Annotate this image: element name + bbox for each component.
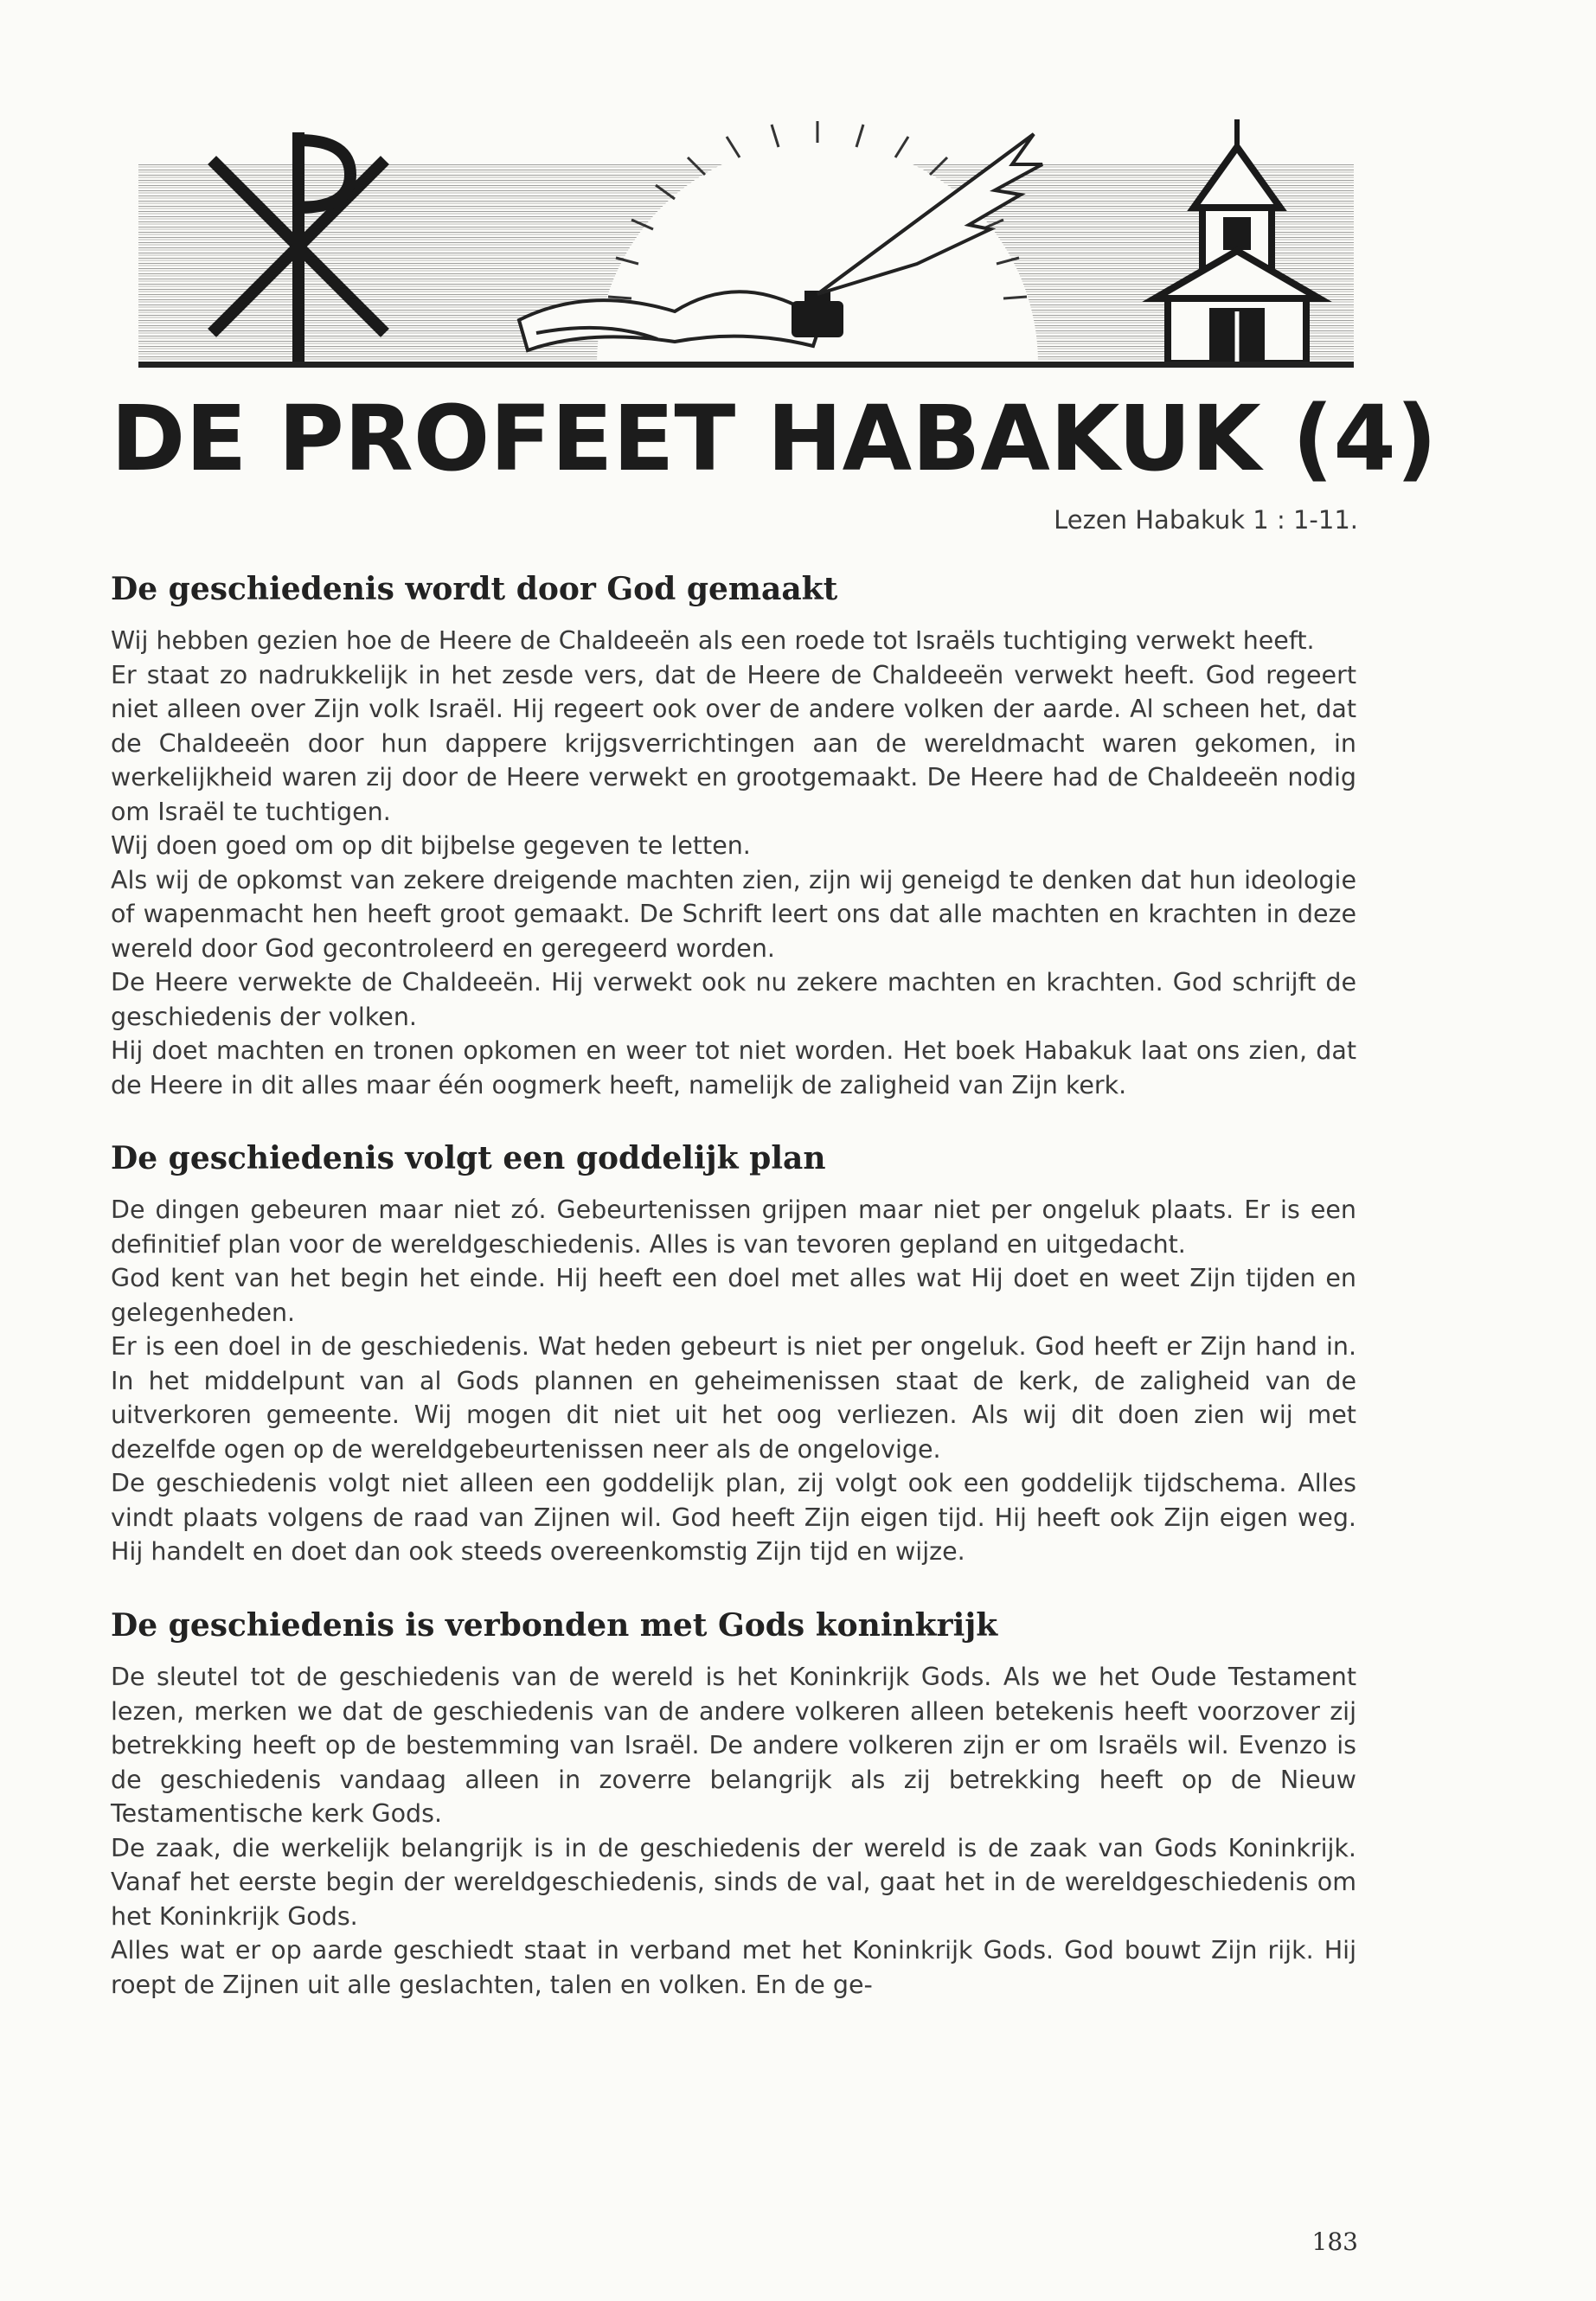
paragraph: Er is een doel in de geschiedenis. Wat heden gebeurt is niet per ongeluk. God heeft er Zijn hand in. In het middelpunt van al Gods plannen en geheimenissen staat de kerk, de zaligheid van de uitverkoren gemeente. Wij mogen dit niet uit het oog verliezen. Als wij dit doen zien wij met dezelfde ogen op de wereldgebeurtenissen neer als de ongelovige. <box>111 1332 1356 1464</box>
paragraph: De geschiedenis volgt niet alleen een goddelijk plan, zij volgt ook een goddelijk tijdschema. Alles vindt plaats volgens de raad van Zijnen wil. God heeft Zijn eigen tijd. Hij heeft ook Zijn eigen weg. Hij handelt en doet dan ook steeds overeenkomstig Zijn tijd en wijze. <box>111 1469 1356 1567</box>
section-heading: De geschiedenis volgt een goddelijk plan <box>111 1140 826 1177</box>
paragraph: Wij hebben gezien hoe de Heere de Chaldeeën als een roede tot Israëls tuchtiging verwekt heeft. <box>111 626 1315 656</box>
section-god-makes-history <box>111 571 1356 1102</box>
paragraph: Hij doet machten en tronen opkomen en weer tot niet worden. Het boek Habakuk laat ons zien, dat de Heere in dit alles maar één oogmerk heeft, namelijk de zaligheid van Zijn kerk. <box>111 1036 1356 1099</box>
section-gods-kingdom <box>111 1607 1356 2002</box>
section-heading: De geschiedenis is verbonden met Gods koninkrijk <box>111 1606 998 1644</box>
section-divine-plan <box>111 1140 1356 1569</box>
paragraph: Alles wat er op aarde geschiedt staat in verband met het Koninkrijk Gods. God bouwt Zijn rijk. Hij roept de Zijnen uit alle geslachten, talen en volken. En de ge- <box>111 1936 1356 1999</box>
article-title: DE PROFEET HABAKUK (4) <box>111 386 1438 491</box>
paragraph: Wij doen goed om op dit bijbelse gegeven te letten. <box>111 831 751 861</box>
page-number: 183 <box>1311 2227 1358 2256</box>
header-banner-illustration <box>138 112 1354 368</box>
paragraph: De Heere verwekte de Chaldeeën. Hij verwekt ook nu zekere machten en krachten. God schrijft de geschiedenis der volken. <box>111 968 1356 1031</box>
paragraph: Als wij de opkomst van zekere dreigende machten zien, zijn wij geneigd te denken dat hun ideologie of wapenmacht hen heeft groot gemaakt. De Schrift leert ons dat alle machten en krachten in deze wereld door God gecontroleerd en geregeerd worden. <box>111 865 1356 963</box>
paragraph: De dingen gebeuren maar niet zó. Gebeurtenissen grijpen maar niet per ongeluk plaats. Er is een definitief plan voor de wereldgeschiedenis. Alles is van tevoren gepland en uitgedacht. <box>111 1195 1356 1259</box>
paragraph: De zaak, die werkelijk belangrijk is in de geschiedenis der wereld is de zaak van Gods Koninkrijk. Vanaf het eerste begin der wereldgeschiedenis, sinds de val, gaat het in de wereldgeschiedenis om het Koninkrijk Gods. <box>111 1833 1356 1931</box>
paragraph: God kent van het begin het einde. Hij heeft een doel met alles wat Hij doet en weet Zijn tijden en gelegenheden. <box>111 1264 1356 1327</box>
article-body <box>111 571 1356 2040</box>
scripture-reading-reference: Lezen Habakuk 1 : 1-11. <box>1054 505 1358 535</box>
paragraph: De sleutel tot de geschiedenis van de wereld is het Koninkrijk Gods. Als we het Oude Testament lezen, merken we dat de geschiedenis van de andere volkeren alleen betekenis heeft voorzover zij betrekking heeft op de bestemming van Israël. De andere volkeren zijn er om Israëls wil. Evenzo is de geschiedenis vandaag alleen in zoverre belangrijk als zij betrekking heeft op de Nieuw Testamentische kerk Gods. <box>111 1663 1356 1829</box>
section-heading: De geschiedenis wordt door God gemaakt <box>111 571 838 607</box>
paragraph: Er staat zo nadrukkelijk in het zesde vers, dat de Heere de Chaldeeën verwekt heeft. God regeert niet alleen over Zijn volk Israël. Hij regeert ook over de andere volken der aarde. Al scheen het, dat de Chaldeeën door hun dappere krijgsverrichtingen aan de wereldmacht waren gekomen, in werkelijkheid waren zij door de Heere verwekt en grootgemaakt. De Heere had de Chaldeeën nodig om Israël te tuchtigen. <box>111 660 1356 826</box>
